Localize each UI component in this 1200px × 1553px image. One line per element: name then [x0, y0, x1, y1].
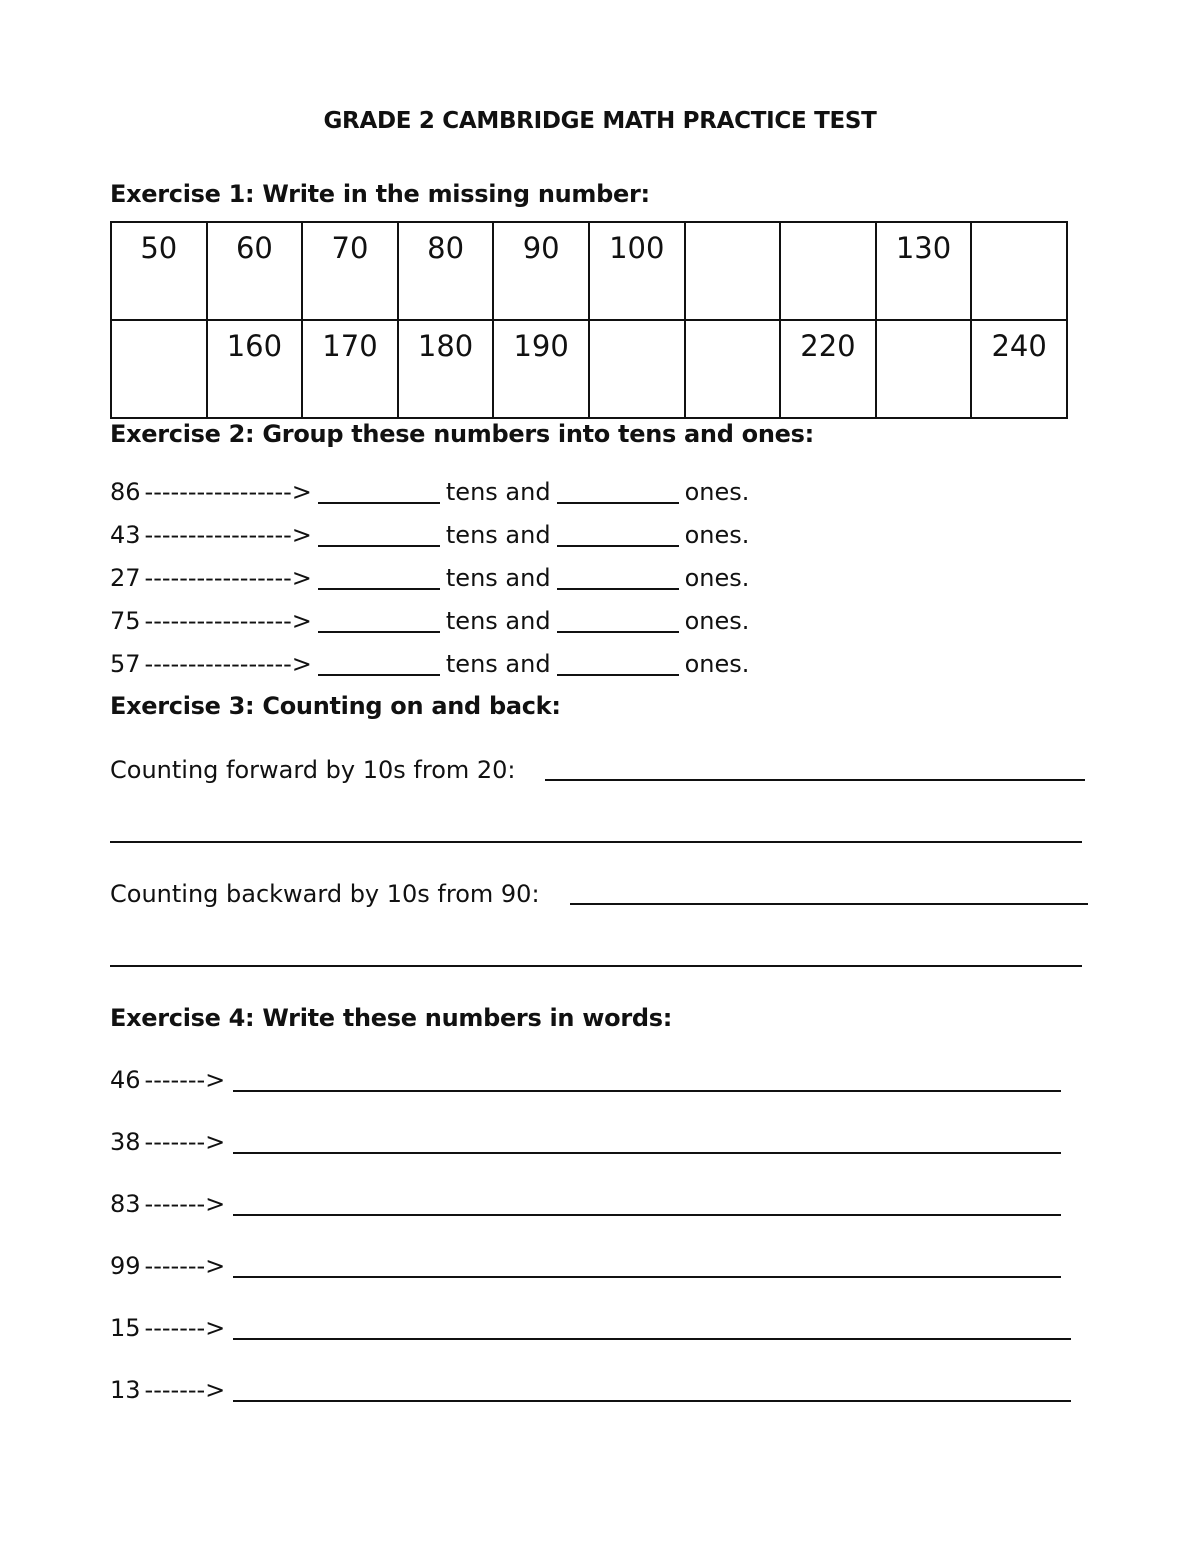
table-cell[interactable]: 90 — [493, 222, 589, 320]
grouping-number: 75 — [110, 607, 141, 635]
tens-label: tens and — [445, 607, 551, 635]
tens-label: tens and — [445, 650, 551, 678]
exercise2-heading: Exercise 2: Group these numbers into tens and ones: — [110, 420, 814, 448]
ones-label: ones. — [684, 607, 750, 635]
words-row — [110, 1252, 1061, 1280]
table-row — [111, 222, 1067, 320]
words-answer-line[interactable] — [233, 1090, 1061, 1092]
counting-forward-answer-line[interactable] — [545, 779, 1085, 781]
exercise4-heading: Exercise 4: Write these numbers in words: — [110, 1004, 673, 1032]
grouping-number: 86 — [110, 478, 141, 506]
tens-label: tens and — [445, 521, 551, 549]
table-cell[interactable]: 190 — [493, 320, 589, 418]
arrow: -------> — [144, 1376, 226, 1404]
table-cell[interactable] — [111, 320, 207, 418]
counting-backward-label: Counting backward by 10s from 90: — [110, 880, 540, 908]
ones-blank[interactable] — [557, 674, 679, 676]
table-cell[interactable] — [589, 320, 685, 418]
ones-label: ones. — [684, 650, 750, 678]
tens-blank[interactable] — [318, 545, 440, 547]
arrow: -------> — [144, 1252, 226, 1280]
table-cell[interactable]: 160 — [207, 320, 303, 418]
table-row — [111, 320, 1067, 418]
ones-blank[interactable] — [557, 545, 679, 547]
words-number: 15 — [110, 1314, 141, 1342]
table-cell[interactable]: 70 — [302, 222, 398, 320]
words-row — [110, 1190, 1061, 1218]
table-cell[interactable]: 220 — [780, 320, 876, 418]
ones-label: ones. — [684, 521, 750, 549]
page-title: GRADE 2 CAMBRIDGE MATH PRACTICE TEST — [323, 108, 877, 134]
arrow: -----------------> — [144, 607, 312, 635]
tens-blank[interactable] — [318, 588, 440, 590]
table-cell[interactable] — [971, 222, 1067, 320]
table-cell[interactable]: 180 — [398, 320, 494, 418]
words-answer-line[interactable] — [233, 1152, 1061, 1154]
counting-backward-answer-line-2[interactable] — [110, 965, 1082, 967]
arrow: -----------------> — [144, 564, 312, 592]
table-cell[interactable]: 50 — [111, 222, 207, 320]
words-answer-line[interactable] — [233, 1400, 1071, 1402]
arrow: -------> — [144, 1314, 226, 1342]
grouping-number: 43 — [110, 521, 141, 549]
ones-blank[interactable] — [557, 631, 679, 633]
arrow: -----------------> — [144, 521, 312, 549]
tens-blank[interactable] — [318, 674, 440, 676]
ones-label: ones. — [684, 478, 750, 506]
grouping-row — [110, 607, 749, 637]
words-row — [110, 1128, 1061, 1156]
table-cell[interactable] — [780, 222, 876, 320]
exercise3-heading: Exercise 3: Counting on and back: — [110, 692, 561, 720]
arrow: -------> — [144, 1128, 226, 1156]
grouping-row — [110, 650, 749, 680]
ones-label: ones. — [684, 564, 750, 592]
words-number: 13 — [110, 1376, 141, 1404]
table-cell[interactable]: 100 — [589, 222, 685, 320]
table-cell[interactable]: 130 — [876, 222, 972, 320]
missing-number-table — [110, 221, 1068, 419]
grouping-row — [110, 478, 749, 508]
counting-forward-label: Counting forward by 10s from 20: — [110, 756, 516, 784]
words-number: 83 — [110, 1190, 141, 1218]
words-answer-line[interactable] — [233, 1338, 1071, 1340]
words-answer-line[interactable] — [233, 1214, 1061, 1216]
tens-blank[interactable] — [318, 631, 440, 633]
counting-backward-answer-line[interactable] — [570, 903, 1088, 905]
table-cell[interactable] — [876, 320, 972, 418]
grouping-row — [110, 564, 749, 594]
words-answer-line[interactable] — [233, 1276, 1061, 1278]
grouping-row — [110, 521, 749, 551]
arrow: -----------------> — [144, 478, 312, 506]
words-number: 46 — [110, 1066, 141, 1094]
arrow: -------> — [144, 1190, 226, 1218]
grouping-number: 57 — [110, 650, 141, 678]
words-row — [110, 1376, 1071, 1404]
ones-blank[interactable] — [557, 588, 679, 590]
arrow: -------> — [144, 1066, 226, 1094]
table-cell[interactable]: 60 — [207, 222, 303, 320]
words-number: 99 — [110, 1252, 141, 1280]
words-row — [110, 1066, 1061, 1094]
words-row — [110, 1314, 1071, 1342]
tens-label: tens and — [445, 478, 551, 506]
ones-blank[interactable] — [557, 502, 679, 504]
table-cell[interactable] — [685, 222, 781, 320]
tens-blank[interactable] — [318, 502, 440, 504]
grouping-number: 27 — [110, 564, 141, 592]
table-cell[interactable]: 240 — [971, 320, 1067, 418]
table-cell[interactable]: 80 — [398, 222, 494, 320]
arrow: -----------------> — [144, 650, 312, 678]
words-number: 38 — [110, 1128, 141, 1156]
tens-label: tens and — [445, 564, 551, 592]
table-cell[interactable]: 170 — [302, 320, 398, 418]
exercise1-heading: Exercise 1: Write in the missing number: — [110, 180, 650, 208]
counting-forward-answer-line-2[interactable] — [110, 841, 1082, 843]
table-cell[interactable] — [685, 320, 781, 418]
